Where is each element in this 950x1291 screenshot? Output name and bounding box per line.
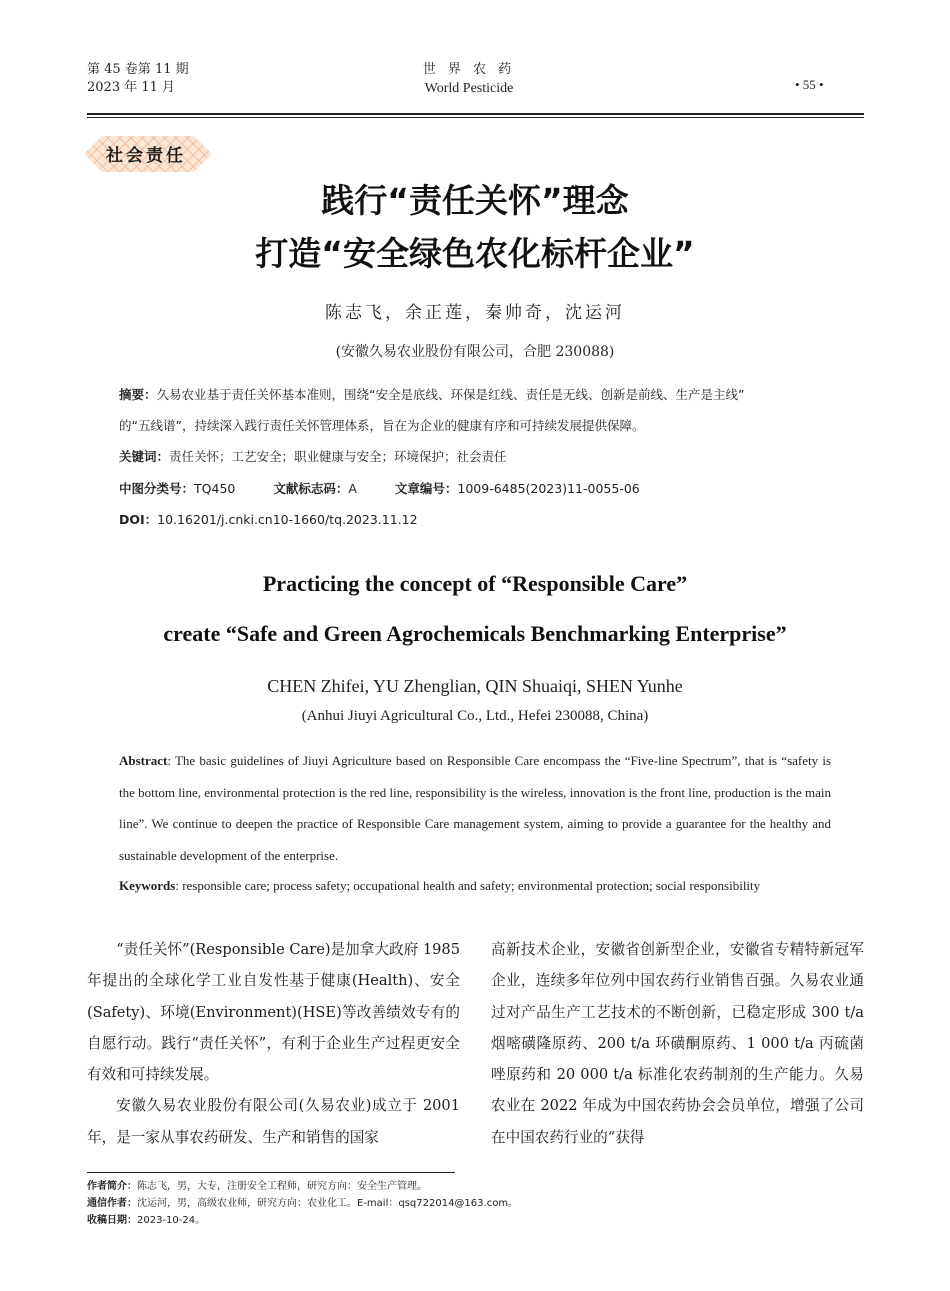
journal-title-en: World Pesticide: [424, 81, 514, 96]
keywords-cn-label: 关键词：: [119, 449, 170, 464]
classification-line: [119, 479, 831, 497]
abstract-en-label: Abstract: [119, 753, 168, 768]
abstract-en: [119, 745, 831, 871]
abstract-en-text: : The basic guidelines of Jiuyi Agriculture based on Responsible Care encompass the “Five-line Spectrum”, that is “safety is the bottom line, environmental protection is the red line, responsibility is the wireless, innovation is the front line, production is the main line”. We continue to deepen the practice of Responsible Care management system, aiming to provide a guarantee for the healthy and sustainable development of the enterprise.: [119, 753, 831, 863]
body-right-column: [491, 934, 864, 1153]
footnote-author-label: 作者简介：: [87, 1181, 137, 1192]
keywords-cn: [119, 447, 831, 465]
footnote-corr-text: 沈运河，男，高级农业师，研究方向：农业化工。E-mail：qsq722014@163.com。: [137, 1198, 519, 1209]
footnote-received: [87, 1211, 205, 1226]
abstract-cn-line2: 的“五线谱”，持续深入践行责任关怀管理体系，旨在为企业的健康有序和可持续发展提供保障。: [119, 418, 645, 433]
abstract-cn-label: 摘要：: [119, 387, 157, 402]
footnote-author: [87, 1177, 427, 1192]
title-cn-line2: 打造“安全绿色农化标杆企业”: [255, 234, 695, 273]
footnote-received-text: 2023-10-24。: [137, 1215, 206, 1226]
doi-label: DOI：: [119, 512, 158, 527]
issue-date: 2023 年 11 月: [87, 80, 176, 95]
section-badge-label: 社会责任: [106, 146, 186, 166]
affiliation-en: (Anhui Jiuyi Agricultural Co., Ltd., Hefei 230088, China): [301, 708, 649, 724]
journal-title-cn: 世 界 农 药: [422, 62, 516, 77]
keywords-en-text: : responsible care; process safety; occupational health and safety; environmental protection; social responsibility: [175, 878, 761, 893]
footnote-corr-label: 通信作者：: [87, 1198, 137, 1209]
page-number: • 55 •: [795, 77, 824, 92]
title-en-line2: create “Safe and Green Agrochemicals Benchmarking Enterprise”: [163, 621, 787, 646]
clc-value: TQ450: [194, 481, 236, 496]
abstract-cn-line1: [119, 385, 831, 403]
footnote-corresponding: [87, 1194, 518, 1209]
doc-code-label: 文献标志码：: [273, 481, 349, 496]
body-paragraph: 安徽久易农业股份有限公司(久易农业)成立于 2001 年，是一家从事农药研发、生产和销售的国家: [87, 1097, 460, 1146]
doi-value: 10.16201/j.cnki.cn10-1660/tq.2023.11.12: [157, 512, 418, 527]
body-left-column: [87, 934, 460, 1153]
title-cn-line1: 践行“责任关怀”理念: [321, 181, 629, 220]
clc-label: 中图分类号：: [119, 481, 195, 496]
doc-code-value: A: [348, 481, 357, 496]
article-no-label: 文章编号：: [394, 481, 458, 496]
article-no-value: 1009-6485(2023)11-0055-06: [457, 481, 640, 496]
body-paragraph: “责任关怀”(Responsible Care)是加拿大政府 1985 年提出的全球化学工业自发性基于健康(Health)、安全(Safety)、环境(Environment)(HSE)等改善绩效专有的自愿行动。践行“责任关怀”，有利于企业生产过程更安全有效和可持续发展。: [87, 941, 460, 1084]
keywords-en-label: Keywords: [119, 878, 176, 893]
title-en-line1: Practicing the concept of “Responsible Care”: [262, 571, 688, 596]
body-paragraph: 高新技术企业，安徽省创新型企业，安徽省专精特新冠军企业，连续多年位列中国农药行业销售百强。久易农业通过对产品生产工艺技术的不断创新，已稳定形成 300 t/a 烟嘧磺隆原药、200 t/a 环磺酮原药、1 000 t/a 丙硫菌唑原药和 20 000 t/a 标准化农药制剂的生产能力。久易农业在 2022 年成为中国农药协会会员单位，增强了公司在中国农药行业的“获得: [491, 941, 864, 1146]
affiliation-cn: (安徽久易农业股份有限公司，合肥 230088): [335, 344, 615, 360]
authors-en: CHEN Zhifei, YU Zhenglian, QIN Shuaiqi, SHEN Yunhe: [267, 676, 683, 696]
header-rule-thin: [87, 117, 864, 118]
keywords-en: [119, 870, 831, 902]
footnote-received-label: 收稿日期：: [87, 1215, 137, 1226]
issue-volume: 第 45 卷第 11 期: [87, 62, 189, 77]
footnote-rule: [87, 1172, 455, 1173]
abstract-cn-text1: 久易农业基于责任关怀基本准则，围绕“安全是底线、环保是红线、责任是无线、创新是前线、生产是主线”: [156, 387, 745, 402]
footnote-author-text: 陈志飞，男，大专，注册安全工程师，研究方向：安全生产管理。: [137, 1181, 427, 1192]
header-rule-thick: [87, 113, 864, 115]
doi-line: [119, 510, 831, 528]
keywords-cn-text: 责任关怀；工艺安全；职业健康与安全；环境保护；社会责任: [169, 449, 507, 464]
authors-cn: 陈志飞，余正莲，秦帅奇，沈运河: [325, 303, 625, 323]
